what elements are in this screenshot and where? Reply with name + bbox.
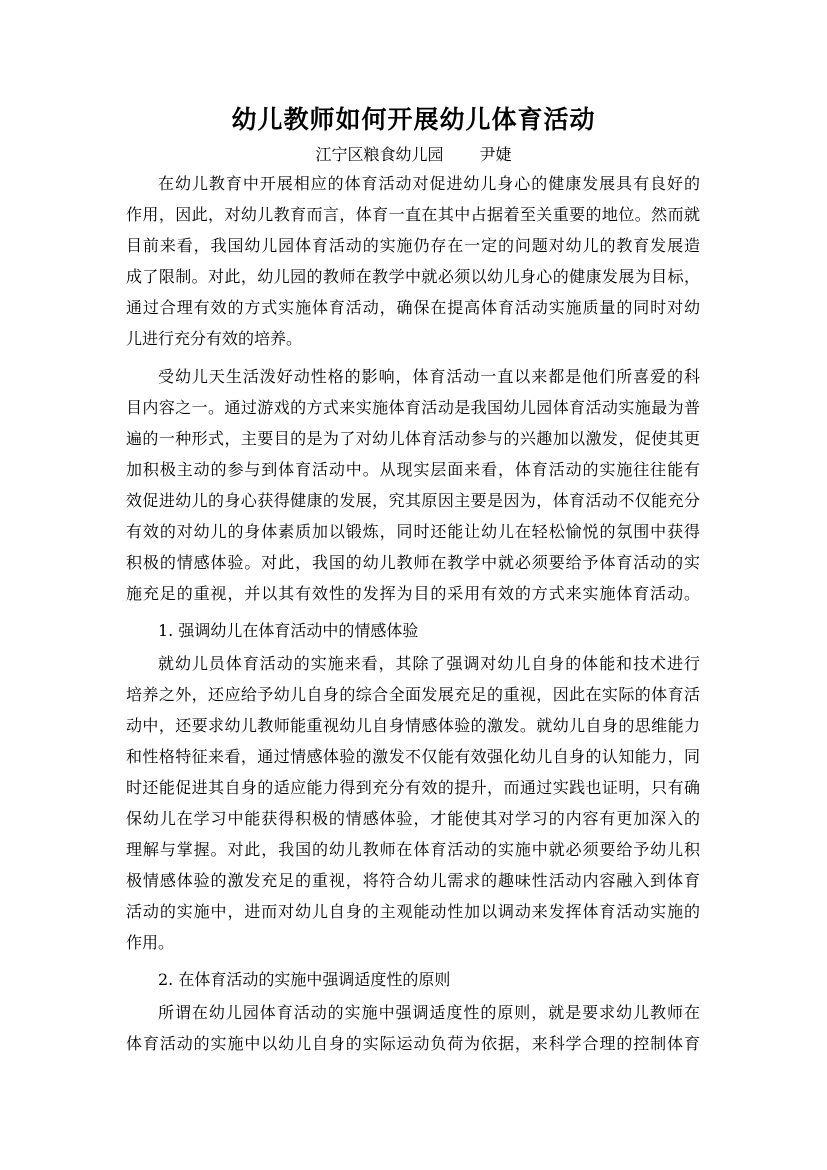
paragraph-3-line: 保幼儿在学习中能获得积极的情感体验，才能使其对学习的内容有更加深入的 bbox=[126, 809, 700, 828]
paragraph-1-line: 成了限制。对此，幼儿园的教师在教学中就必须以幼儿身心的健康发展为目标， bbox=[126, 267, 700, 286]
paragraph-1-line: 作用，因此，对幼儿教育而言，体育一直在其中占据着至关重要的地位。然而就 bbox=[126, 205, 700, 224]
paragraph-1-line: 通过合理有效的方式实施体育活动，确保在提高体育活动实施质量的同时对幼 bbox=[126, 298, 700, 317]
section-heading-2: 2. 在体育活动的实施中强调适度性的原则 bbox=[158, 970, 451, 989]
document-title: 幼儿教师如何开展幼儿体育活动 bbox=[231, 105, 596, 134]
paragraph-3-line: 和性格特征来看，通过情感体验的激发不仅能有效强化幼儿自身的认知能力，同 bbox=[126, 747, 700, 766]
paragraph-4-line: 所谓在幼儿园体育活动的实施中强调适度性的原则，就是要求幼儿教师在 bbox=[158, 1003, 700, 1022]
paragraph-1-line: 目前来看，我国幼儿园体育活动的实施仍存在一定的问题对幼儿的教育发展造 bbox=[126, 236, 700, 255]
byline bbox=[0, 142, 827, 165]
paragraph-3-line: 培养之外，还应给予幼儿自身的综合全面发展充足的重视，因此在实际的体育活 bbox=[126, 685, 700, 704]
paragraph-3-line: 活动的实施中，进而对幼儿自身的主观能动性加以调动来发挥体育活动实施的 bbox=[126, 902, 700, 921]
paragraph-1-line: 在幼儿教育中开展相应的体育活动对促进幼儿身心的健康发展具有良好的 bbox=[158, 174, 700, 193]
paragraph-2-line: 目内容之一。通过游戏的方式来实施体育活动是我国幼儿园体育活动实施最为普 bbox=[126, 398, 700, 417]
paragraph-2-line: 遍的一种形式，主要目的是为了对幼儿体育活动参与的兴趣加以激发，促使其更 bbox=[126, 429, 700, 448]
paragraph-2-line: 效促进幼儿的身心获得健康的发展，究其原因主要是因为，体育活动不仅能充分 bbox=[126, 491, 700, 510]
paragraph-3-line: 作用。 bbox=[126, 933, 175, 952]
paragraph-3-line: 就幼儿员体育活动的实施来看，其除了强调对幼儿自身的体能和技术进行 bbox=[158, 654, 700, 673]
paragraph-2-line: 受幼儿天生活泼好动性格的影响，体育活动一直以来都是他们所喜爱的科 bbox=[158, 367, 700, 386]
paragraph-2-line: 加积极主动的参与到体育活动中。从现实层面来看，体育活动的实施往往能有 bbox=[126, 460, 700, 479]
paragraph-3-line: 时还能促进其自身的适应能力得到充分有效的提升，而通过实践也证明，只有确 bbox=[126, 778, 700, 797]
author-name: 尹婕 bbox=[479, 145, 512, 164]
paragraph-1-line: 儿进行充分有效的培养。 bbox=[126, 329, 303, 348]
paragraph-2-line: 有效的对幼儿的身体素质加以锻炼，同时还能让幼儿在轻松愉悦的氛围中获得 bbox=[126, 522, 700, 541]
paragraph-3-line: 动中，还要求幼儿教师能重视幼儿自身情感体验的激发。就幼儿自身的思维能力 bbox=[126, 716, 700, 735]
paragraph-3-line: 理解与掌握。对此，我国的幼儿教师在体育活动的实施中就必须要给予幼儿积 bbox=[126, 840, 700, 859]
paragraph-3-line: 极情感体验的激发充足的重视，将符合幼儿需求的趣味性活动内容融入到体育 bbox=[126, 871, 700, 890]
paragraph-2-line: 施充足的重视，并以其有效性的发挥为目的采用有效的方式来实施体育活动。 bbox=[126, 584, 700, 603]
paragraph-4-line: 体育活动的实施中以幼儿自身的实际运动负荷为依据，来科学合理的控制体育 bbox=[126, 1034, 700, 1053]
section-heading-1: 1. 强调幼儿在体育活动中的情感体验 bbox=[158, 621, 419, 640]
school-name: 江宁区粮食幼儿园 bbox=[315, 145, 444, 164]
paragraph-2-line: 积极的情感体验。对此，我国的幼儿教师在教学中就必须要给予体育活动的实 bbox=[126, 553, 700, 572]
